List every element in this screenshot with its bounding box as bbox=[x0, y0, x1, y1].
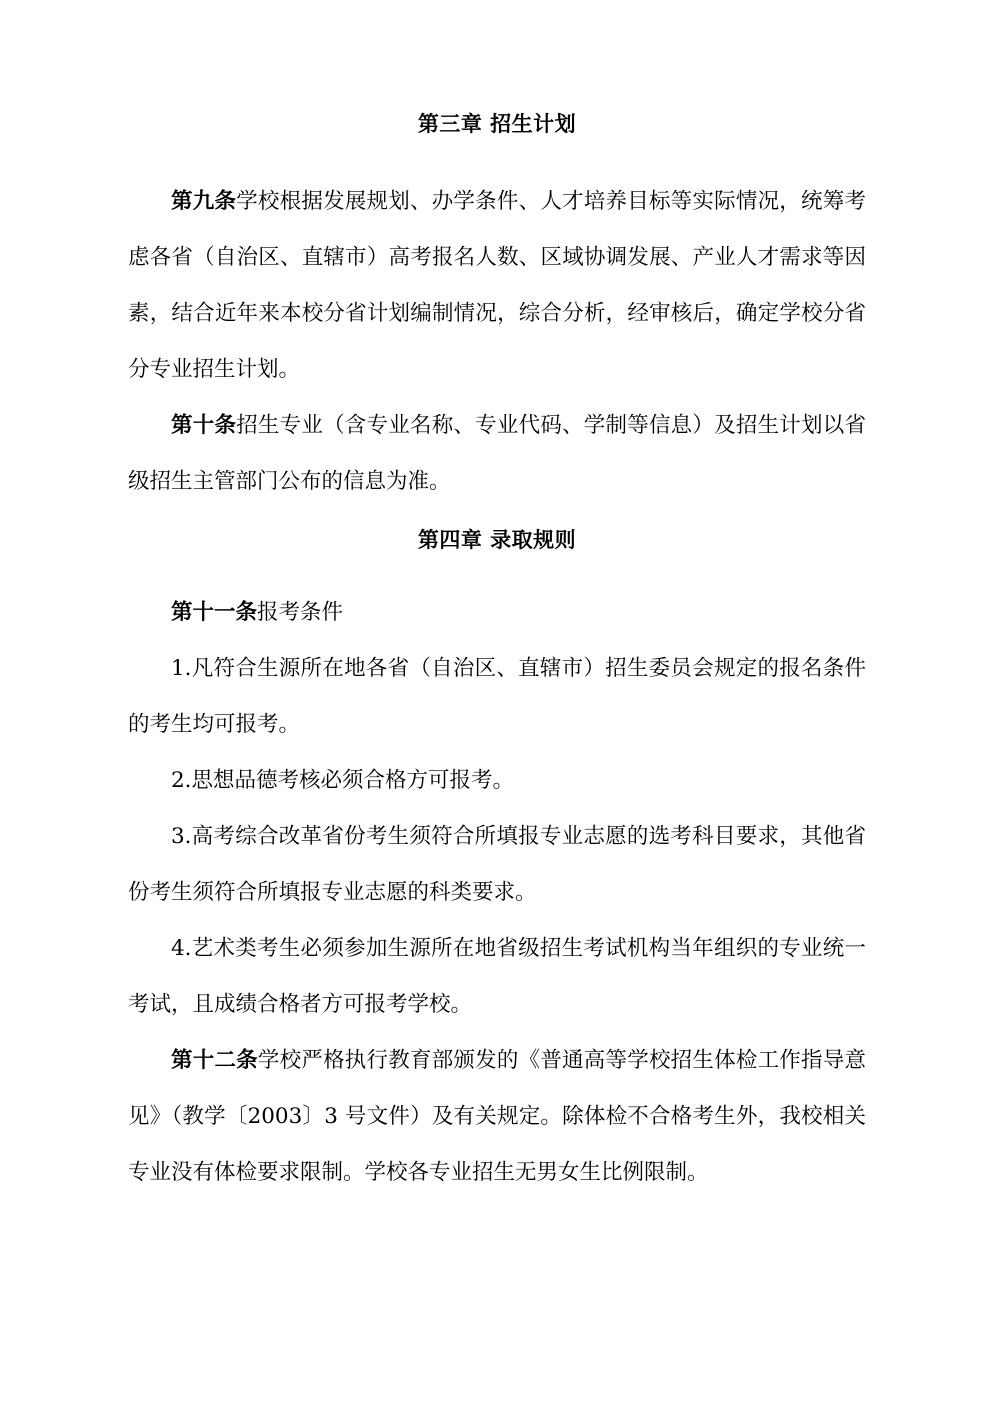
article-9-label: 第九条 bbox=[171, 188, 237, 214]
chapter-heading-3: 第三章 招生计划 bbox=[417, 111, 577, 136]
article-9-paragraph bbox=[128, 174, 866, 398]
article-11-label: 第十一条 bbox=[171, 600, 258, 625]
article-11-paragraph bbox=[128, 585, 866, 641]
article-11-item-1: 1.凡符合生源所在地各省（自治区、直辖市）招生委员会规定的报名条件的考生均可报考。 bbox=[128, 656, 866, 737]
article-10-text: 招生专业（含专业名称、专业代码、学制等信息）及招生计划以省级招生主管部门公布的信息为准。 bbox=[128, 412, 866, 494]
article-11-item-4: 4.艺术类考生必须参加生源所在地省级招生考试机构当年组织的专业统一考试，且成绩合格者方可报考学校。 bbox=[128, 936, 866, 1017]
chapter-heading-4: 第四章 录取规则 bbox=[417, 526, 577, 552]
article-11-item-2: 2.思想品德考核必须合格方可报考。 bbox=[171, 768, 515, 793]
article-12-label: 第十二条 bbox=[171, 1048, 258, 1073]
article-10-paragraph bbox=[128, 398, 866, 510]
article-12-paragraph bbox=[128, 1033, 866, 1201]
article-11-item-3: 3.高考综合改革省份考生须符合所填报专业志愿的选考科目要求，其他省份考生须符合所填报专业志愿的科类要求。 bbox=[128, 824, 866, 905]
article-11-text: 报考条件 bbox=[257, 600, 344, 625]
article-10-label: 第十条 bbox=[171, 412, 237, 438]
article-9-text: 学校根据发展规划、办学条件、人才培养目标等实际情况，统筹考虑各省（自治区、直辖市）高考报名人数、区域协调发展、产业人才需求等因素，结合近年来本校分省计划编制情况，综合分析，经审核后，确定学校分省分专业招生计划。 bbox=[128, 188, 866, 382]
article-12-text: 学校严格执行教育部颁发的《普通高等学校招生体检工作指导意见》（教学〔2003〕3 号文件）及有关规定。除体检不合格考生外，我校相关专业没有体检要求限制。学校各专业招生无男女生比例限制。 bbox=[128, 1048, 866, 1185]
